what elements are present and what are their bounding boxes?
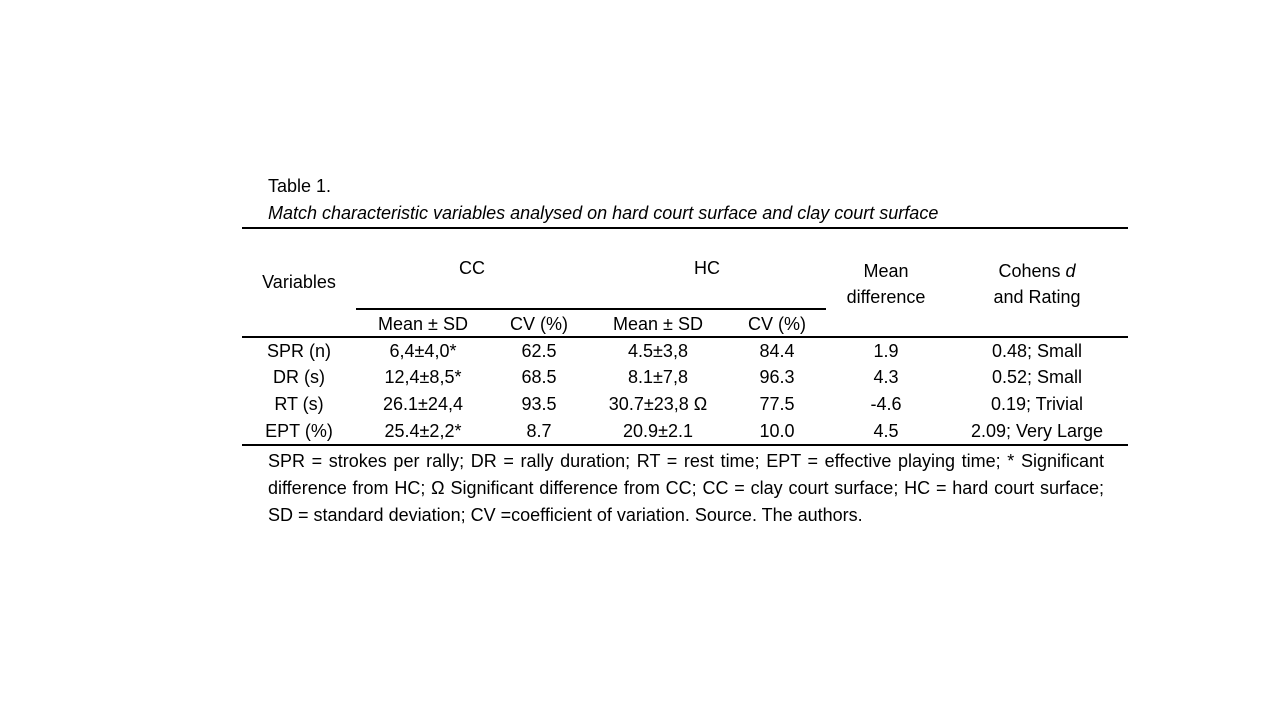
row-ept-hc-mean-sd: 20.9±2.1	[623, 421, 693, 441]
row-rt-cc-cv: 93.5	[521, 394, 557, 414]
header-hc: HC	[694, 258, 720, 278]
row-dr-cohens-d: 0.52; Small	[991, 367, 1083, 387]
row-dr-cc-mean-sd: 12,4±8,5*	[384, 367, 462, 387]
row-spr-variable: SPR (n)	[266, 341, 331, 361]
row-dr-mean-difference: 4.3	[873, 367, 899, 387]
row-spr-mean-difference: 1.9	[873, 341, 899, 361]
table-footnote: SPR = strokes per rally; DR = rally duration; RT = rest time; EPT = effective playing time; * Significant difference from HC; Ω Significant difference from CC; CC = clay court surface; HC = hard court surface; SD = standard deviation; CV =coefficient of variation. Source. The authors.	[268, 451, 1104, 525]
row-ept-cohens-d: 2.09; Very Large	[970, 421, 1104, 441]
row-dr-variable: DR (s)	[273, 367, 325, 387]
row-dr-hc-cv: 96.3	[759, 367, 795, 387]
subheader-hc-cv: CV (%)	[748, 314, 806, 334]
row-ept-hc-cv: 10.0	[759, 421, 795, 441]
header-mean-difference-line1: Mean	[863, 261, 909, 281]
table-bottom-rule	[242, 444, 1128, 446]
header-mean-difference	[826, 258, 946, 310]
subheader-cc-mean-sd: Mean ± SD	[378, 314, 468, 334]
header-cohens-d-symbol: d	[1065, 261, 1076, 281]
header-cohens-d	[946, 258, 1128, 310]
table-caption: Match characteristic variables analysed on hard court surface and clay court surface	[268, 203, 939, 223]
table-top-rule	[242, 227, 1128, 229]
header-cohens-d-prefix: Cohens	[998, 261, 1066, 281]
header-cohens-d-line1	[946, 258, 1128, 284]
row-spr-hc-mean-sd: 4.5±3,8	[628, 341, 688, 361]
row-rt-hc-mean-sd: 30.7±23,8 Ω	[608, 394, 708, 414]
row-dr-cc-cv: 68.5	[521, 367, 557, 387]
header-variables: Variables	[262, 272, 336, 292]
header-body-rule	[242, 336, 1128, 338]
header-cc: CC	[459, 258, 485, 278]
row-rt-cohens-d: 0.19; Trivial	[990, 394, 1084, 414]
row-spr-cohens-d: 0.48; Small	[991, 341, 1083, 361]
row-spr-cc-cv: 62.5	[521, 341, 557, 361]
row-rt-cc-mean-sd: 26.1±24,4	[383, 394, 463, 414]
group-header-rule	[356, 308, 826, 310]
row-dr-hc-mean-sd: 8.1±7,8	[628, 367, 688, 387]
row-rt-variable: RT (s)	[274, 394, 324, 414]
subheader-hc-mean-sd: Mean ± SD	[613, 314, 703, 334]
row-ept-variable: EPT (%)	[265, 421, 333, 441]
row-ept-cc-mean-sd: 25.4±2,2*	[384, 421, 462, 441]
row-ept-cc-cv: 8.7	[526, 421, 552, 441]
row-ept-mean-difference: 4.5	[873, 421, 899, 441]
row-rt-hc-cv: 77.5	[759, 394, 795, 414]
row-rt-mean-difference: -4.6	[870, 394, 902, 414]
header-mean-difference-line2: difference	[846, 287, 926, 307]
row-spr-hc-cv: 84.4	[759, 341, 795, 361]
row-spr-cc-mean-sd: 6,4±4,0*	[389, 341, 457, 361]
table-label: Table 1.	[268, 176, 332, 196]
header-cohens-d-line2: and Rating	[993, 287, 1081, 307]
subheader-cc-cv: CV (%)	[510, 314, 568, 334]
